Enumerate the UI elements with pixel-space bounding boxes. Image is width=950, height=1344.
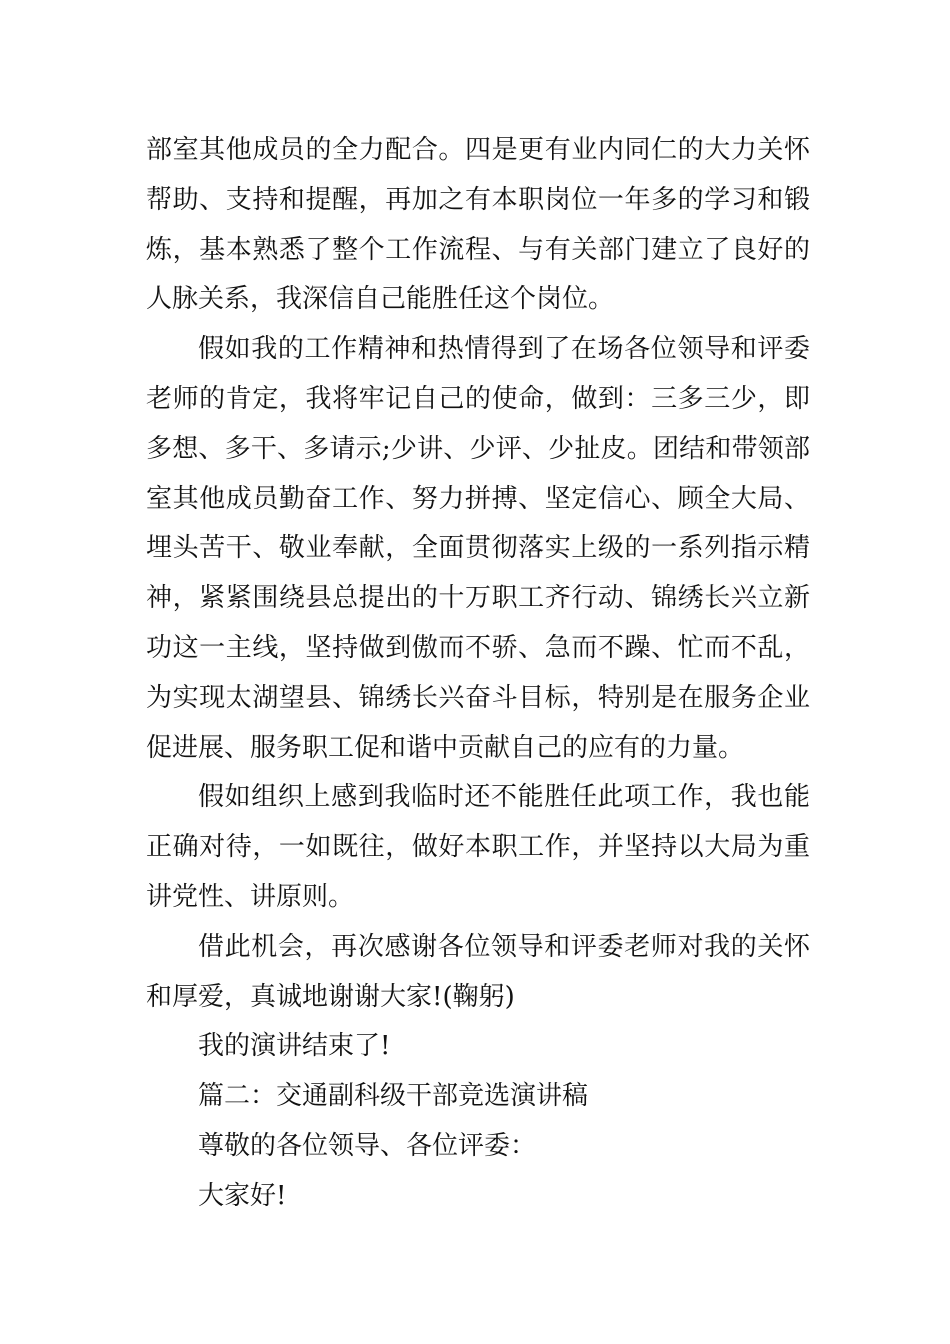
greeting-line: 大家好! [198,1180,287,1211]
speech-end-line: 我的演讲结束了! [198,1031,391,1062]
document-body [146,126,810,1222]
section-heading-part-two: 篇二：交通副科级干部竞选演讲稿 [198,1081,589,1112]
paragraph-thanks: 借此机会，再次感谢各位领导和评委老师对我的关怀和厚爱，真诚地谢谢大家!(鞠躬) [146,931,810,1012]
paragraph-continuation: 部室其他成员的全力配合。四是更有业内同仁的大力关怀帮助、支持和提醒，再加之有本职岗位一年多的学习和锻炼，基本熟悉了整个工作流程、与有关部门建立了良好的人脉关系，我深信自己能胜任这个岗位。 [146,135,810,315]
paragraph-if-not-selected: 假如组织上感到我临时还不能胜任此项工作，我也能正确对待，一如既往，做好本职工作，并坚持以大局为重讲党性、讲原则。 [146,782,810,912]
salutation-line: 尊敬的各位领导、各位评委： [198,1130,537,1161]
paragraph-work-commitment: 假如我的工作精神和热情得到了在场各位领导和评委老师的肯定，我将牢记自己的使命，做到：三多三少，即多想、多干、多请示;少讲、少评、少扯皮。团结和带领部室其他成员勤奋工作、努力拼搏、坚定信心、顾全大局、埋头苦干、敬业奉献，全面贯彻落实上级的一系列指示精神，紧紧围绕县总提出的十万职工齐行动、锦绣长兴立新功这一主线，坚持做到傲而不骄、急而不躁、忙而不乱，为实现太湖望县、锦绣长兴奋斗目标，特别是在服务企业促进展、服务职工促和谐中贡献自己的应有的力量。 [146,334,810,763]
